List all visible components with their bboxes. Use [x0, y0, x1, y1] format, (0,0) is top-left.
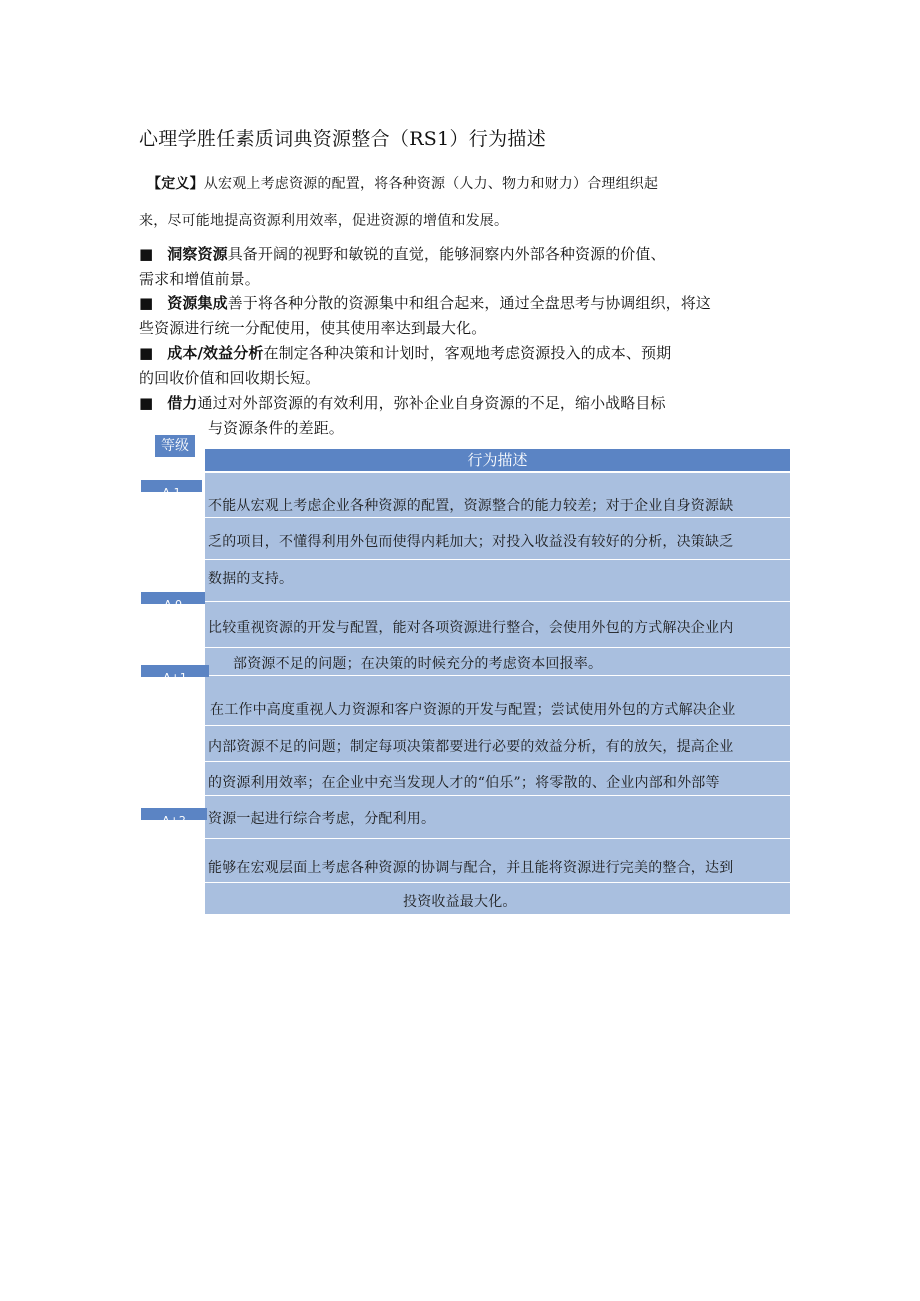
definition-label: 【定义】 — [147, 176, 204, 192]
square-bullet-icon: ■ — [139, 245, 154, 263]
bullet-item-leverage — [139, 392, 666, 413]
description-header: 行为描述 — [205, 449, 790, 472]
bullet-continuation: 些资源进行统一分配使用，使其使用率达到最大化。 — [139, 319, 487, 337]
page-title: 心理学胜任素质词典资源整合（RS1）行为描述 — [139, 128, 547, 150]
bullet-text: 具备开阔的视野和敏锐的直觉，能够洞察内外部各种资源的价值、 — [227, 245, 666, 263]
bullet-text: 在制定各种决策和计划时，客观地考虑资源投入的成本、预期 — [263, 344, 672, 362]
row-description-line: 部资源不足的问题；在决策的时候充分的考虑资本回报率。 — [233, 656, 603, 672]
bullet-item-integration — [139, 292, 711, 313]
bullet-term: 资源集成 — [167, 294, 228, 312]
level-label: A-1 — [141, 480, 202, 492]
row-description-line: 能够在宏观层面上考虑各种资源的协调与配合，并且能将资源进行完美的整合，达到 — [208, 860, 734, 876]
bullet-text: 善于将各种分散的资源集中和组合起来，通过全盘思考与协调组织，将这 — [227, 294, 711, 312]
definition-line-1 — [147, 173, 658, 193]
bullet-term: 成本/效益分析 — [167, 344, 264, 362]
level-label: A+2 — [141, 808, 207, 820]
square-bullet-icon: ■ — [139, 294, 154, 312]
bullet-continuation: 需求和增值前景。 — [139, 270, 260, 288]
row-description-line: 投资收益最大化。 — [403, 894, 517, 910]
bullet-item-insight — [139, 243, 666, 264]
bullet-text: 通过对外部资源的有效利用，弥补企业自身资源的不足，缩小战略目标 — [197, 394, 666, 412]
row-description-line: 乏的项目，不懂得利用外包而使得内耗加大；对投入收益没有较好的分析，决策缺乏 — [208, 534, 734, 550]
bullet-term: 洞察资源 — [167, 245, 228, 263]
bullet-continuation: 的回收价值和回收期长短。 — [139, 369, 321, 387]
row-description-line: 内部资源不足的问题；制定每项决策都要进行必要的效益分析，有的放矢，提高企业 — [208, 739, 734, 755]
definition-line-2: 来，尽可能地提高资源利用效率，促进资源的增值和发展。 — [139, 213, 509, 229]
bullet-term: 借力 — [167, 394, 198, 412]
row-description-line: 在工作中高度重视人力资源和客户资源的开发与配置；尝试使用外包的方式解决企业 — [210, 702, 736, 718]
row-description-line: 不能从宏观上考虑企业各种资源的配置，资源整合的能力较差；对于企业自身资源缺 — [208, 498, 734, 514]
bullet-item-cost-benefit — [139, 342, 671, 363]
square-bullet-icon: ■ — [139, 394, 154, 412]
row-description-line: 资源一起进行综合考虑，分配利用。 — [208, 811, 436, 827]
row-description-line: 的资源利用效率；在企业中充当发现人才的“伯乐”；将零散的、企业内部和外部等 — [208, 775, 720, 791]
level-header: 等级 — [155, 435, 195, 457]
level-label: A 0 — [141, 592, 205, 604]
definition-text-1: 从宏观上考虑资源的配置，将各种资源（人力、物力和财力）合理组织起 — [203, 176, 659, 192]
level-label: A+1 — [141, 665, 209, 677]
bullet-continuation: 与资源条件的差距。 — [208, 419, 344, 437]
row-description-line: 数据的支持。 — [208, 571, 294, 587]
row-description-line: 比较重视资源的开发与配置，能对各项资源进行整合，会使用外包的方式解决企业内 — [208, 620, 734, 636]
square-bullet-icon: ■ — [139, 344, 154, 362]
